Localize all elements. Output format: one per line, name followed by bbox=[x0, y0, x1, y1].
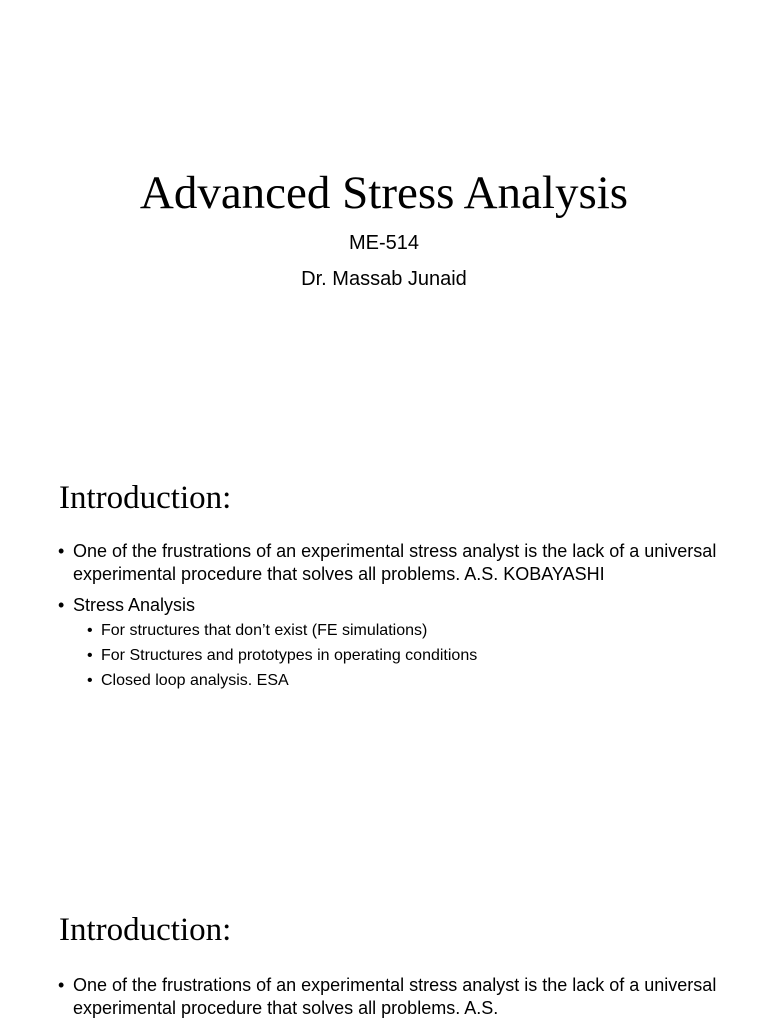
bullet-item bbox=[58, 540, 718, 586]
bullet-text: One of the frustrations of an experimental stress analyst is the lack of a universal experimental procedure that solves all problems. A.S. KOBAYASHI bbox=[73, 541, 717, 584]
slide-heading: Introduction: bbox=[59, 912, 232, 948]
course-code: ME-514 bbox=[348, 232, 420, 254]
sub-bullet-item: • For structures that don’t exist (FE simulations) bbox=[87, 621, 718, 641]
bullet-text: Stress Analysis bbox=[73, 595, 196, 615]
bullet-item bbox=[58, 974, 718, 1020]
presentation-title: Advanced Stress Analysis bbox=[139, 167, 629, 219]
bullet-text: One of the frustrations of an experimental stress analyst is the lack of a universal experimental procedure that solves all problems. A.S. bbox=[73, 975, 717, 1018]
sub-bullet-item: • For Structures and prototypes in operating conditions bbox=[87, 646, 718, 666]
sub-bullet-item: • Closed loop analysis. ESA bbox=[87, 671, 718, 691]
instructor-name: Dr. Massab Junaid bbox=[301, 268, 467, 290]
sub-bullet-list bbox=[73, 621, 718, 691]
bullet-item bbox=[58, 594, 718, 691]
bullet-list bbox=[58, 974, 718, 1024]
bullet-list bbox=[58, 540, 718, 699]
introduction-slide-continued bbox=[0, 862, 768, 1024]
introduction-slide bbox=[0, 430, 768, 862]
slide-heading: Introduction: bbox=[59, 480, 232, 516]
title-slide bbox=[0, 0, 768, 430]
